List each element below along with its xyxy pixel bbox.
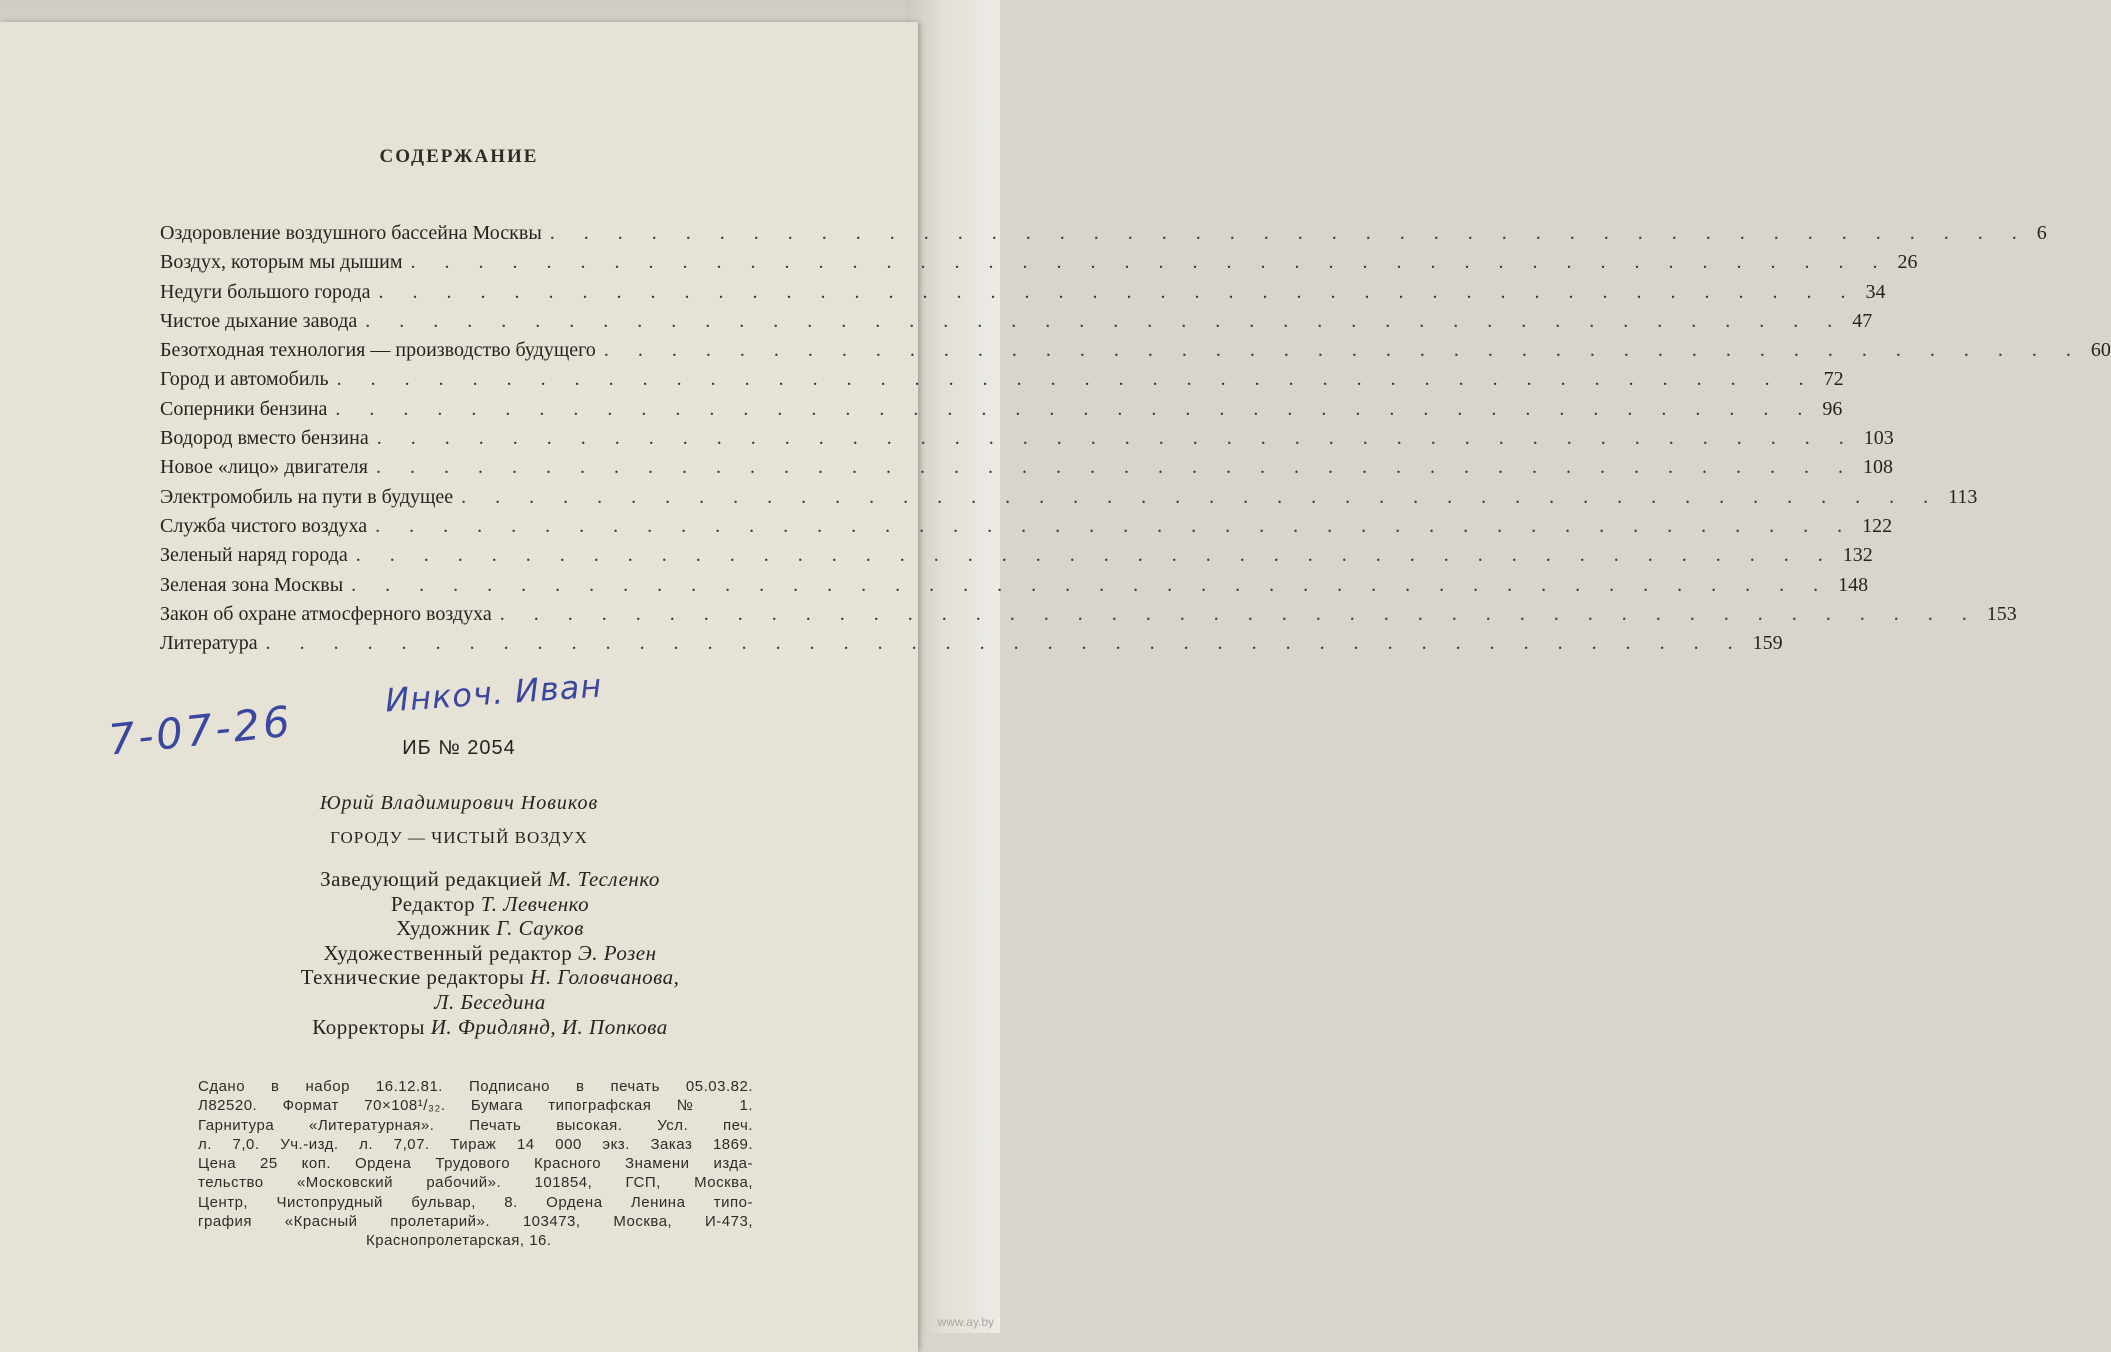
toc-entry-title: Недуги большого города [160,280,371,303]
imprint-line: л. 7,0. Уч.-изд. л. 7,07. Тираж 14 000 экз. Заказ 1869. [198,1135,753,1153]
credit-name: Л. Беседина [434,989,546,1014]
toc-entry-page: 34 [1865,280,1886,303]
toc-entry [160,219,2047,248]
toc-leader-dots: . . . . . . . . . . . . . . . . . . . . . . . . . . . . . . . . . . . . . . . . . . . . [365,309,1845,332]
credit-role: Художественный редактор [323,940,573,965]
toc-entry-page: 6 [2036,222,2047,244]
toc-entry-title: Безотходная технология — производство будущего [160,339,596,362]
toc-leader-dots: . . . . . . . . . . . . . . . . . . . . . . . . . . . . . . . . . . . . . . . . . . . . [265,632,1745,655]
toc-entry [160,629,1783,658]
credit-role: Корректоры [312,1014,425,1039]
adjacent-page-edge [905,0,1000,1333]
credit-name: Т. Левченко [480,891,590,916]
toc-entry-title: Зеленая зона Москвы [160,573,344,596]
toc-leader-dots: . . . . . . . . . . . . . . . . . . . . . . . . . . . . . . . . . . . . . . . . . . . . [461,485,1941,508]
credit-role: Технические редакторы [300,965,525,990]
toc-entry-page: 96 [1822,397,1843,420]
ib-number: ИБ № 2054 [402,737,516,759]
toc-entry [160,541,1873,570]
imprint-line: Цена 25 коп. Ордена Трудового Красного Знамени изда- [198,1155,753,1173]
handwritten-signature: Инкоч. Иван [383,666,604,720]
toc-entry [160,395,1843,424]
toc-entry [160,512,1893,541]
toc-entry-title: Оздоровление воздушного бассейна Москвы [160,222,542,244]
toc-entry [160,424,1894,453]
toc-entry-page: 153 [1986,602,2017,625]
toc-leader-dots: . . . . . . . . . . . . . . . . . . . . . . . . . . . . . . . . . . . . . . . . . . . . [375,514,1855,537]
toc-leader-dots: . . . . . . . . . . . . . . . . . . . . . . . . . . . . . . . . . . . . . . . . . . . . [351,573,1831,596]
toc-entry-page: 47 [1852,309,1873,332]
credit-line [0,965,980,990]
imprint-line: Центр, Чистопрудный бульвар, 8. Ордена Ленина типо- [198,1193,753,1211]
toc-entry [160,365,1844,394]
credit-role: Заведующий редакцией [320,867,543,891]
imprint-line: Сдано в набор 16.12.81. Подписано в печать 05.03.82. [198,1078,753,1095]
credit-name: М. Тесленко [548,867,660,891]
toc-leader-dots: . . . . . . . . . . . . . . . . . . . . . . . . . . . . . . . . . . . . . . . . . . . . [335,397,1815,420]
toc-entry [160,248,1918,277]
toc-entry-title: Литература [160,632,258,655]
toc-entry-page: 26 [1897,251,1918,274]
table-of-contents [160,219,2111,658]
toc-entry-title: Воздух, которым мы дышим [160,251,403,274]
toc-entry-page: 108 [1862,456,1893,479]
toc-entry-title: Электромобиль на пути в будущее [160,485,454,508]
toc-entry-page: 103 [1863,427,1894,450]
toc-entry-page: 148 [1838,573,1869,596]
imprint-line: тельство «Московский рабочий». 101854, ГСП, Москва, [198,1174,753,1192]
toc-leader-dots: . . . . . . . . . . . . . . . . . . . . . . . . . . . . . . . . . . . . . . . . . . . . [376,427,1856,450]
credit-name: И. Фридлянд, И. Попкова [430,1014,668,1039]
credit-line [0,916,980,941]
credit-line [0,867,980,892]
credit-line [0,1015,980,1040]
toc-entry-page: 113 [1948,485,1978,508]
credit-role: Редактор [390,891,476,916]
toc-entry-page: 122 [1862,514,1893,537]
toc-entry-title: Новое «лицо» двигателя [160,456,368,479]
toc-leader-dots: . . . . . . . . . . . . . . . . . . . . . . . . . . . . . . . . . . . . . . . . . . . . [499,602,1979,625]
book-title: ГОРОДУ — ЧИСТЫЙ ВОЗДУХ [330,828,588,847]
credits-block [0,867,980,1039]
toc-leader-dots: . . . . . . . . . . . . . . . . . . . . . . . . . . . . . . . . . . . . . . . . . . . . [375,456,1855,479]
toc-leader-dots: . . . . . . . . . . . . . . . . . . . . . . . . . . . . . . . . . . . . . . . . . . . . [355,544,1835,567]
toc-entry [160,336,2111,365]
toc-entry-title: Закон об охране атмосферного воздуха [160,602,492,625]
imprint-line: Краснопролетарская, 16. [366,1232,552,1250]
toc-entry-page: 72 [1823,368,1844,391]
toc-entry-title: Город и автомобиль [160,368,329,391]
site-watermark: www.ay.by [937,1315,994,1329]
toc-leader-dots: . . . . . . . . . . . . . . . . . . . . . . . . . . . . . . . . . . . . . . . . . . . . [378,280,1858,303]
toc-entry [160,307,1873,336]
imprint-line: Л82520. Формат 70×108¹/₃₂. Бумага типографская № 1. [198,1097,753,1115]
toc-leader-dots: . . . . . . . . . . . . . . . . . . . . . . . . . . . . . . . . . . . . . . . . . . . . [410,251,1890,274]
toc-entry-title: Зеленый наряд города [160,544,348,567]
toc-leader-dots: . . . . . . . . . . . . . . . . . . . . . . . . . . . . . . . . . . . . . . . . . . . . [549,222,2029,244]
toc-entry-title: Соперники бензина [160,397,328,420]
toc-entry [160,600,2017,629]
imprint-block [198,1077,753,1251]
credit-name: Н. Головчанова, [530,965,680,990]
imprint-line: Гарнитура «Литературная». Печать высокая. Усл. печ. [198,1116,753,1134]
credit-line [0,990,980,1015]
toc-entry-page: 60 [2090,339,2111,362]
toc-entry-page: 132 [1842,544,1873,567]
toc-leader-dots: . . . . . . . . . . . . . . . . . . . . . . . . . . . . . . . . . . . . . . . . . . . . [603,339,2083,362]
credit-name: Г. Сауков [496,916,584,941]
toc-entry-title: Служба чистого воздуха [160,514,368,537]
toc-leader-dots: . . . . . . . . . . . . . . . . . . . . . . . . . . . . . . . . . . . . . . . . . . . . [336,368,1816,391]
toc-entry-title: Чистое дыхание завода [160,309,358,332]
credit-role: Художник [396,916,491,941]
author-name: Юрий Владимирович Новиков [319,792,599,814]
contents-heading: СОДЕРЖАНИЕ [379,146,539,167]
credit-line [0,892,980,917]
toc-entry [160,278,1886,307]
handwritten-date: 7-07-26 [105,696,295,765]
imprint-line: графия «Красный пролетарий». 103473, Москва, И-473, [198,1213,753,1231]
credit-name: Э. Розен [578,940,657,965]
toc-entry [160,483,1978,512]
toc-entry-page: 159 [1752,632,1783,655]
toc-entry [160,571,1869,600]
toc-entry-title: Водород вместо бензина [160,427,369,450]
toc-entry [160,453,1893,482]
credit-line [0,941,980,966]
